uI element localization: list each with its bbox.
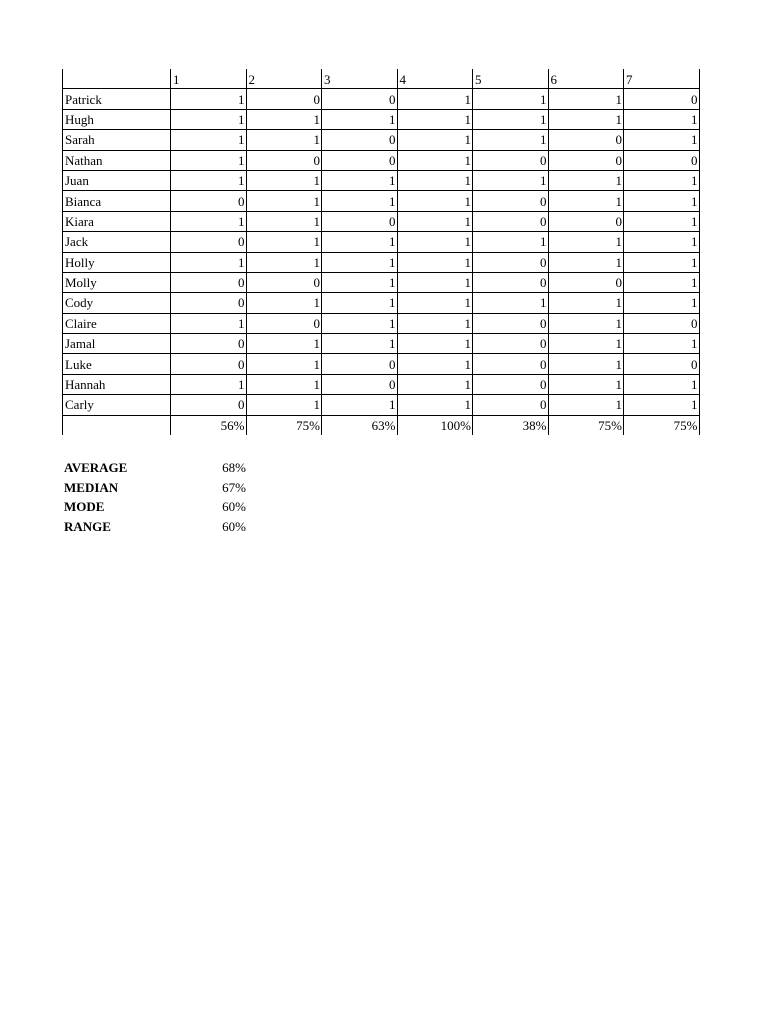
student-name: Jamal <box>63 334 171 354</box>
score-cell: 1 <box>322 232 398 252</box>
score-cell: 1 <box>322 313 398 333</box>
score-cell: 1 <box>397 130 473 150</box>
score-cell: 1 <box>624 272 700 292</box>
score-cell: 1 <box>548 191 624 211</box>
stat-value: 60% <box>222 518 246 534</box>
table-row <box>63 232 700 252</box>
score-cell: 1 <box>322 395 398 415</box>
score-cell: 1 <box>171 170 247 190</box>
score-cell: 1 <box>171 150 247 170</box>
score-cell: 1 <box>171 89 247 109</box>
score-cell: 1 <box>548 252 624 272</box>
student-name: Patrick <box>63 89 171 109</box>
score-cell: 1 <box>624 293 700 313</box>
header-row <box>63 69 700 89</box>
score-cell: 0 <box>473 252 549 272</box>
score-cell: 0 <box>473 313 549 333</box>
score-cell: 1 <box>397 334 473 354</box>
student-name: Carly <box>63 395 171 415</box>
score-cell: 0 <box>624 313 700 333</box>
score-cell: 0 <box>171 191 247 211</box>
score-cell: 1 <box>473 109 549 129</box>
percentage-cell: 75% <box>246 415 322 435</box>
score-cell: 1 <box>548 334 624 354</box>
score-cell: 1 <box>397 89 473 109</box>
student-name: Holly <box>63 252 171 272</box>
table-row <box>63 170 700 190</box>
score-cell: 1 <box>246 354 322 374</box>
score-cell: 1 <box>171 374 247 394</box>
student-name: Kiara <box>63 211 171 231</box>
score-cell: 1 <box>246 232 322 252</box>
score-cell: 0 <box>246 272 322 292</box>
score-cell: 1 <box>246 170 322 190</box>
table-row <box>63 150 700 170</box>
student-name: Cody <box>63 293 171 313</box>
stat-label: MEDIAN <box>64 479 119 495</box>
table-row <box>63 334 700 354</box>
score-cell: 0 <box>322 211 398 231</box>
score-cell: 1 <box>548 354 624 374</box>
score-cell: 1 <box>624 232 700 252</box>
score-cell: 1 <box>246 191 322 211</box>
score-cell: 1 <box>473 89 549 109</box>
score-cell: 1 <box>397 252 473 272</box>
score-cell: 1 <box>246 293 322 313</box>
score-cell: 1 <box>322 272 398 292</box>
student-name: Jack <box>63 232 171 252</box>
score-cell: 1 <box>397 313 473 333</box>
question-header: 6 <box>548 69 624 89</box>
score-cell: 1 <box>397 272 473 292</box>
stat-value: 60% <box>222 499 246 514</box>
question-header: 3 <box>322 69 398 89</box>
student-name: Juan <box>63 170 171 190</box>
percentage-cell: 56% <box>171 415 247 435</box>
question-header: 5 <box>473 69 549 89</box>
score-cell: 1 <box>246 334 322 354</box>
question-header: 4 <box>397 69 473 89</box>
score-cell: 1 <box>322 334 398 354</box>
score-cell: 1 <box>171 211 247 231</box>
score-cell: 1 <box>548 313 624 333</box>
score-cell: 1 <box>171 109 247 129</box>
score-cell: 1 <box>624 374 700 394</box>
score-cell: 1 <box>171 313 247 333</box>
score-cell: 1 <box>624 191 700 211</box>
table-row <box>63 293 700 313</box>
score-cell: 1 <box>322 252 398 272</box>
score-cell: 0 <box>171 232 247 252</box>
score-cell: 0 <box>246 313 322 333</box>
score-cell: 0 <box>171 334 247 354</box>
percentage-cell: 75% <box>624 415 700 435</box>
table-row <box>63 211 700 231</box>
score-cell: 1 <box>322 293 398 313</box>
score-cell: 0 <box>322 374 398 394</box>
scores-table <box>62 69 700 435</box>
table-row <box>63 374 700 394</box>
stat-label: AVERAGE <box>64 460 128 475</box>
score-cell: 1 <box>624 395 700 415</box>
score-cell: 1 <box>548 89 624 109</box>
stat-value: 67% <box>222 479 246 495</box>
score-cell: 0 <box>624 150 700 170</box>
student-name: Bianca <box>63 191 171 211</box>
score-cell: 0 <box>473 272 549 292</box>
score-cell: 1 <box>473 293 549 313</box>
score-cell: 0 <box>246 150 322 170</box>
score-cell: 0 <box>473 395 549 415</box>
stat-label: RANGE <box>64 518 111 534</box>
score-cell: 0 <box>322 150 398 170</box>
student-name: Hannah <box>63 374 171 394</box>
score-cell: 1 <box>548 374 624 394</box>
score-cell: 1 <box>322 191 398 211</box>
score-cell: 1 <box>246 211 322 231</box>
table-row <box>63 109 700 129</box>
score-cell: 0 <box>473 374 549 394</box>
score-cell: 1 <box>624 130 700 150</box>
score-cell: 1 <box>548 293 624 313</box>
score-cell: 1 <box>548 109 624 129</box>
table-row <box>63 395 700 415</box>
score-cell: 1 <box>624 170 700 190</box>
score-cell: 1 <box>397 232 473 252</box>
score-cell: 0 <box>171 272 247 292</box>
question-header: 1 <box>171 69 247 89</box>
percentage-row-spacer <box>63 415 171 435</box>
corner-cell <box>63 69 171 89</box>
score-cell: 0 <box>171 293 247 313</box>
stat-value: 68% <box>222 460 246 475</box>
score-cell: 1 <box>246 395 322 415</box>
score-cell: 1 <box>397 211 473 231</box>
stat-label: MODE <box>64 499 105 514</box>
score-cell: 0 <box>322 89 398 109</box>
student-name: Nathan <box>63 150 171 170</box>
score-cell: 1 <box>624 334 700 354</box>
score-cell: 0 <box>548 130 624 150</box>
table-row <box>63 191 700 211</box>
percentage-cell: 100% <box>397 415 473 435</box>
student-name: Sarah <box>63 130 171 150</box>
question-header: 7 <box>624 69 700 89</box>
score-cell: 0 <box>246 89 322 109</box>
score-cell: 1 <box>397 109 473 129</box>
score-cell: 1 <box>473 232 549 252</box>
table-row <box>63 354 700 374</box>
score-cell: 1 <box>548 232 624 252</box>
student-name: Hugh <box>63 109 171 129</box>
score-cell: 1 <box>397 293 473 313</box>
score-cell: 1 <box>246 109 322 129</box>
score-cell: 1 <box>548 170 624 190</box>
student-name: Molly <box>63 272 171 292</box>
percentage-cell: 75% <box>548 415 624 435</box>
score-cell: 0 <box>473 334 549 354</box>
score-cell: 1 <box>548 395 624 415</box>
table-row <box>63 130 700 150</box>
score-cell: 1 <box>397 374 473 394</box>
score-cell: 1 <box>397 150 473 170</box>
score-cell: 0 <box>322 354 398 374</box>
score-cell: 0 <box>473 191 549 211</box>
score-cell: 0 <box>548 150 624 170</box>
score-cell: 1 <box>322 109 398 129</box>
score-cell: 1 <box>473 130 549 150</box>
score-cell: 1 <box>397 191 473 211</box>
score-cell: 0 <box>624 89 700 109</box>
score-cell: 1 <box>397 354 473 374</box>
student-name: Luke <box>63 354 171 374</box>
score-cell: 1 <box>397 395 473 415</box>
table-row <box>63 89 700 109</box>
score-cell: 0 <box>473 211 549 231</box>
score-cell: 0 <box>171 395 247 415</box>
score-cell: 1 <box>246 252 322 272</box>
table-row <box>63 313 700 333</box>
student-name: Claire <box>63 313 171 333</box>
score-cell: 0 <box>473 150 549 170</box>
table-body <box>63 89 700 415</box>
score-cell: 1 <box>246 130 322 150</box>
score-cell: 1 <box>624 211 700 231</box>
percentage-cell: 63% <box>322 415 398 435</box>
score-cell: 1 <box>171 252 247 272</box>
score-cell: 1 <box>246 374 322 394</box>
percentage-cell: 38% <box>473 415 549 435</box>
score-cell: 0 <box>624 354 700 374</box>
table-row <box>63 272 700 292</box>
score-cell: 0 <box>171 354 247 374</box>
score-cell: 1 <box>624 109 700 129</box>
score-cell: 1 <box>171 130 247 150</box>
question-header: 2 <box>246 69 322 89</box>
table-row <box>63 252 700 272</box>
score-cell: 0 <box>548 211 624 231</box>
score-cell: 1 <box>624 252 700 272</box>
score-cell: 1 <box>473 170 549 190</box>
score-cell: 0 <box>322 130 398 150</box>
score-cell: 0 <box>548 272 624 292</box>
score-cell: 1 <box>322 170 398 190</box>
score-cell: 1 <box>397 170 473 190</box>
score-cell: 0 <box>473 354 549 374</box>
percentage-row <box>63 415 700 435</box>
